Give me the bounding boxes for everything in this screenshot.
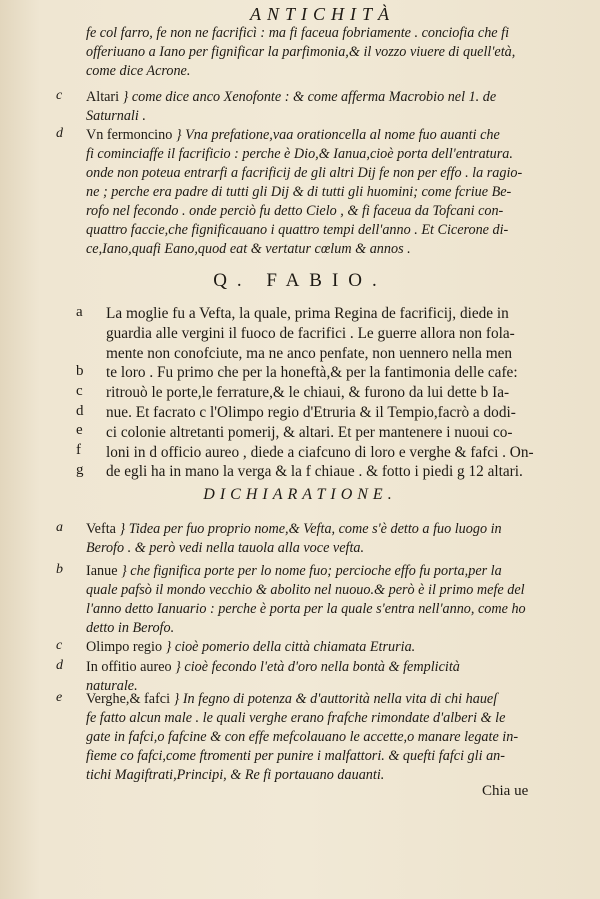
text-line: guardia alle vergini il fuoco de facrifici . Le guerre allora non fola- (106, 324, 515, 342)
note-c-altari (56, 88, 576, 126)
text-line: de egli ha in mano la verga & la f chiaue . & fotto i piedi g 12 altari. (106, 463, 523, 481)
note-text: che fignifica porte per lo nome fuo; percioche effo fu porta,per la (130, 563, 502, 579)
note-text: fieme co fafci,come ftromenti per punire i malfattori. & quefti fafci gli an- (86, 748, 505, 764)
text-line: ci colonie altretanti pomerij, & altari. Et per mantenere i nuoui co- (106, 423, 513, 441)
note-text: tichi Magiftrati,Principi, & Re fi portauano dauanti. (86, 767, 385, 783)
margin-letter: a (76, 304, 83, 320)
note-text: ne ; perche era padre di tutti gli Dij & di tutti gli huomini; come fcriue Be- (86, 184, 512, 200)
note-a-vesta (56, 520, 576, 558)
brace-glyph: } (119, 521, 129, 537)
note-text: Berofo . & però vedi nella tauola alla voce vefta. (86, 540, 365, 556)
note-text: fe fatto alcun male . le quali verghe erano frafche rimondate d'alberi & le (86, 710, 506, 726)
note-text: onde non poteua entrarfi a facrificij de gli altri Dij fe non per effo . la ragio- (86, 165, 523, 181)
margin-letter: b (76, 363, 84, 379)
note-text: quattro faccie,che fignificauano i quattro tempi dell'anno . Et Cicerone di- (86, 222, 509, 238)
text-line: loni in d officio aureo , diede a ciafcuno di loro e verghe & fafci . On- (106, 443, 534, 461)
note-term: Verghe,& fafci (86, 691, 171, 707)
note-c-olimpo (56, 638, 576, 657)
note-text: quale pafsò il mondo vecchio & abolito nel nuouo.& però è il primo mefe del (86, 582, 525, 598)
note-b-ianue (56, 562, 576, 638)
note-e-verghe (56, 690, 576, 785)
main-paragraph (76, 304, 586, 482)
note-term: Ianue (86, 563, 118, 579)
note-letter: c (56, 638, 63, 653)
note-letter: c (56, 88, 63, 103)
margin-letter: e (76, 422, 83, 438)
declaration-title: DICHIARATIONE. (203, 486, 397, 503)
text-line: nue. Et facrato c l'Olimpo regio d'Etruria & il Tempio,facrò a dodi- (106, 403, 516, 421)
margin-letter: f (76, 442, 81, 458)
note-letter: d (56, 126, 63, 141)
margin-letter: d (76, 403, 84, 419)
note-text: l'anno detto Ianuario : perche è porta per la quale s'entra nell'anno, come ho (86, 601, 526, 617)
note-text: cioè fecondo l'età d'oro nella bontà & femplicità (184, 659, 460, 675)
note-letter: d (56, 658, 63, 673)
note-text: Saturnali . (86, 108, 146, 124)
note-letter: b (56, 562, 63, 577)
text-line: ritrouò le porte,le ferrature,& le chiaui, & furono da lui dette b Ia- (106, 384, 510, 402)
margin-letter: g (76, 462, 84, 478)
text-line: offeriuano a Iano per fignificar la parfimonia,& il vozzo viuere di quell'età, (86, 44, 516, 60)
note-d-fermoncino (56, 126, 576, 259)
note-term: Altari (86, 89, 120, 105)
intro-paragraph (86, 24, 576, 81)
note-text: detto in Berofo. (86, 620, 175, 636)
note-text: gate in fafci,o fafcine & con effe mefcolauano le accette,o manare legate in- (86, 729, 519, 745)
brace-glyph: } (165, 639, 175, 655)
brace-glyph: } (121, 563, 131, 579)
note-term: Olimpo regio (86, 639, 163, 655)
note-letter: e (56, 690, 63, 705)
note-term: In offitio aureo (86, 659, 172, 675)
text-line: mente non conofciute, ma ne anco penfate, non uennero nella men (106, 344, 513, 362)
note-text: ce,Iano,quafi Eano,quod eat & vertatur cœlum & annos . (86, 241, 411, 257)
text-line: come dice Acrone. (86, 63, 191, 79)
note-letter: a (56, 520, 63, 535)
text-line: La moglie fu a Vefta, la quale, prima Regina de facrificij, diede in (106, 305, 509, 322)
note-term: Vn fermoncino (86, 127, 173, 143)
note-text: Vna prefatione,vaa orationcella al nome fuo auanti che (185, 127, 500, 143)
brace-glyph: } (175, 127, 186, 143)
note-text: come dice anco Xenofonte : & come afferma Macrobio nel 1. de (131, 89, 497, 105)
catchword: Chia ue (482, 783, 529, 799)
note-text: naturale. (86, 678, 138, 694)
note-text: In fegno di potenza & d'auttorità nella vita di chi haueſ (182, 691, 498, 707)
note-term: Vefta (86, 521, 116, 537)
note-text: rofo nel fecondo . onde perciò fu detto Cielo , & fi faceua da Tofcani con- (86, 203, 504, 219)
note-text: cioè pomerio della città chiamata Etruria. (174, 639, 416, 655)
section-title: Q. FABIO. (213, 270, 387, 291)
brace-glyph: } (175, 659, 185, 675)
brace-glyph: } (173, 691, 183, 707)
brace-glyph: } (122, 89, 132, 105)
note-text: fi cominciaffe il facrificio : perche è Dio,& Ianua,cioè porta dell'entratura. (86, 146, 513, 162)
running-head: ANTICHITÀ (250, 4, 396, 24)
note-text: Tidea per fuo proprio nome,& Vefta, come s'è detto a fuo luogo in (128, 521, 502, 537)
text-line: te loro . Fu primo che per la honeftà,& per la fantimonia delle cafe: (106, 364, 518, 382)
text-line: fe col farro, fe non ne facrificì : ma fi faceua fobriamente . conciofia che fi (86, 25, 510, 41)
margin-letter: c (76, 383, 83, 399)
